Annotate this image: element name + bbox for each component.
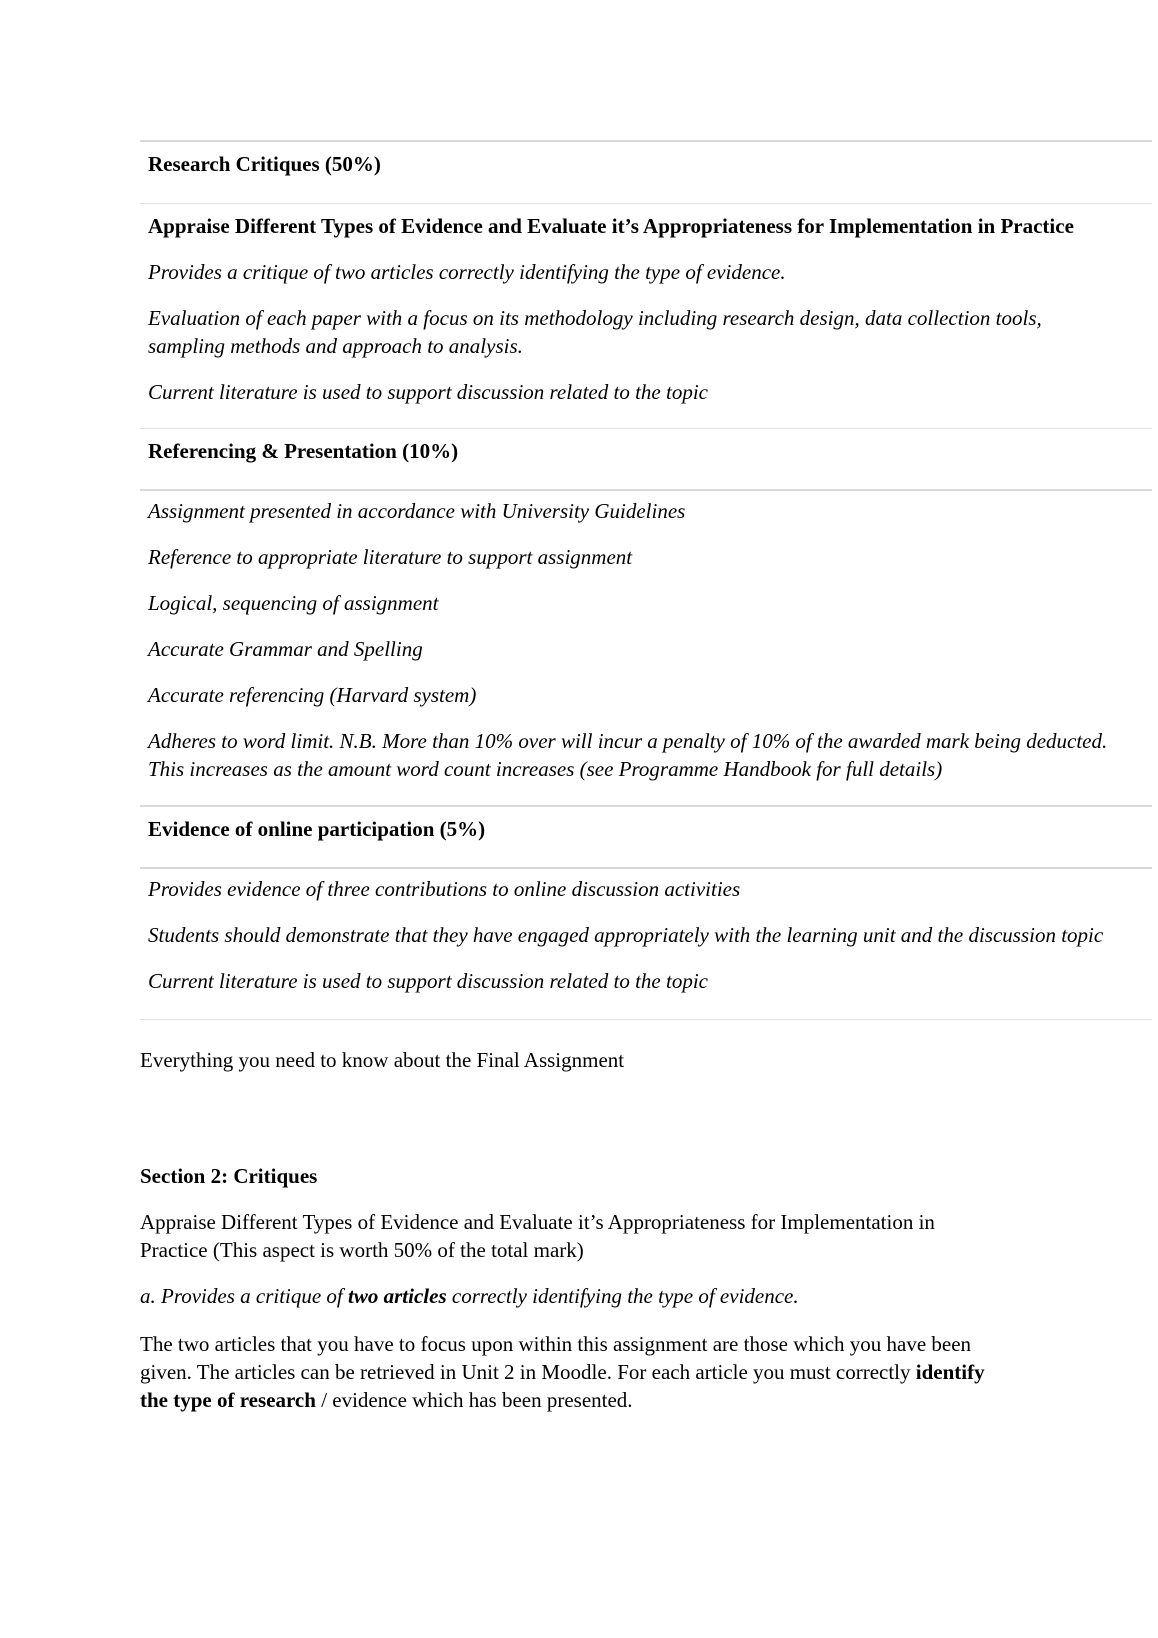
referencing-heading: Referencing & Presentation (10%) (148, 439, 459, 463)
body-emphasis: identify (915, 1360, 985, 1384)
rubric-row-referencing-heading (140, 429, 1152, 489)
rubric-row-research-heading (140, 142, 1152, 203)
rubric-row-referencing-criteria (140, 491, 1152, 805)
marking-rubric-table (140, 140, 1152, 1020)
criterion-item: Accurate Grammar and Spelling (148, 637, 423, 661)
criterion-item: Accurate referencing (Harvard system) (148, 683, 477, 707)
body-text: / evidence which has been presented. (315, 1388, 633, 1412)
body-line: The two articles that you have to focus upon within this assignment are those which you have been (140, 1332, 972, 1356)
criterion-item: Current literature is used to support discussion related to the topic (148, 380, 708, 404)
point-a-emphasis: two articles (348, 1284, 447, 1308)
body-line (140, 1386, 1040, 1414)
criterion-item-continued: sampling methods and approach to analysis. (148, 334, 523, 358)
criterion-item: Provides a critique of two articles correctly identifying the type of evidence. (148, 260, 786, 284)
point-a (140, 1282, 1040, 1310)
criterion-item: Current literature is used to support discussion related to the topic (148, 969, 708, 993)
online-participation-heading: Evidence of online participation (5%) (148, 817, 486, 841)
body-line (140, 1358, 1040, 1386)
point-a-prefix: a. Provides a critique of (140, 1284, 349, 1308)
section-2-body (140, 1330, 1040, 1414)
section-2-intro-line: Practice (This aspect is worth 50% of the total mark) (140, 1238, 584, 1262)
criterion-item: Logical, sequencing of assignment (148, 591, 439, 615)
criterion-item: Adheres to word limit. N.B. More than 10% over will incur a penalty of 10% of the awarded mark being deducted. (148, 729, 1108, 753)
research-critiques-heading: Research Critiques (50%) (148, 152, 381, 176)
rubric-row-participation-heading (140, 807, 1152, 867)
body-emphasis: the type of research (140, 1388, 316, 1412)
criterion-item: Provides evidence of three contributions to online discussion activities (148, 877, 741, 901)
table-rule (140, 1019, 1152, 1020)
section-2-intro-line: Appraise Different Types of Evidence and Evaluate it’s Appropriateness for Implementation in (140, 1210, 935, 1234)
final-assignment-caption: Everything you need to know about the Final Assignment (140, 1048, 625, 1072)
rubric-row-participation-criteria (140, 869, 1152, 1019)
section-2-intro (140, 1208, 1040, 1264)
criterion-item: Students should demonstrate that they have engaged appropriately with the learning unit and the discussion topic (148, 923, 1104, 947)
rubric-row-research-criteria (140, 204, 1152, 428)
criterion-item: Evaluation of each paper with a focus on its methodology including research design, data collection tools, (148, 306, 1042, 330)
body-text: given. The articles can be retrieved in Unit 2 in Moodle. For each article you must correctly (140, 1360, 916, 1384)
criterion-item-continued: This increases as the amount word count increases (see Programme Handbook for full details) (148, 757, 943, 781)
criterion-item: Assignment presented in accordance with University Guidelines (148, 499, 686, 523)
point-a-suffix: correctly identifying the type of evidence. (446, 1284, 799, 1308)
research-critiques-subheading: Appraise Different Types of Evidence and Evaluate it’s Appropriateness for Implementation in Practice (148, 214, 1074, 238)
criterion-item: Reference to appropriate literature to support assignment (148, 545, 633, 569)
section-2-title: Section 2: Critiques (140, 1164, 318, 1188)
